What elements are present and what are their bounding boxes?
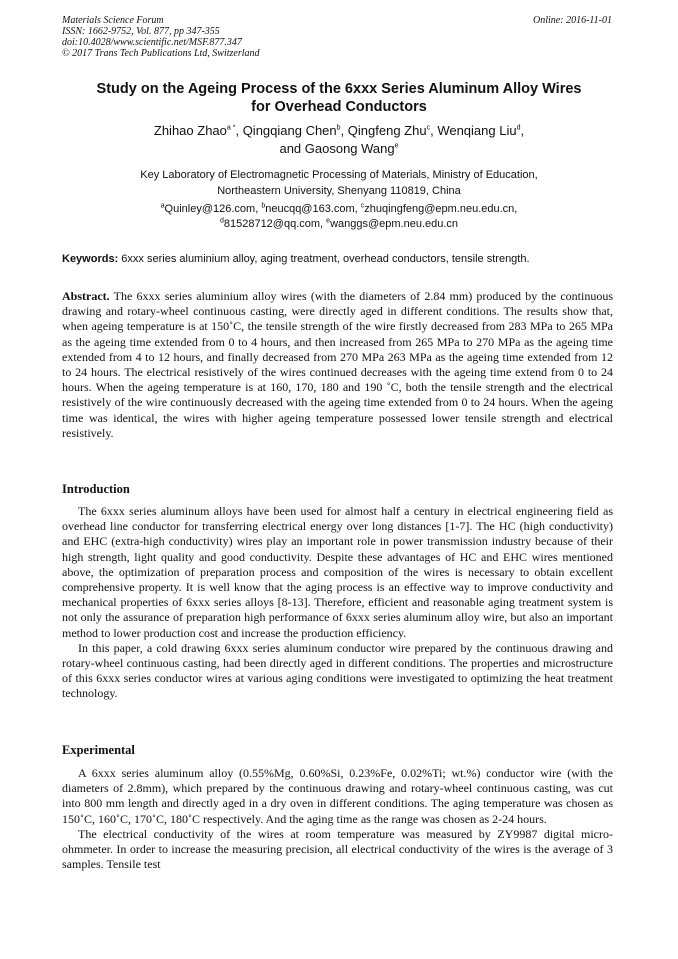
abstract-paragraph	[62, 289, 613, 441]
journal-copyright: © 2017 Trans Tech Publications Ltd, Switzerland	[62, 48, 260, 59]
abstract-label: Abstract.	[62, 289, 110, 303]
email-superscript: b	[261, 202, 266, 210]
email-superscript: d	[219, 217, 224, 225]
author-name: Zhihao Zhao	[153, 123, 227, 138]
email-superscript: a	[160, 202, 165, 210]
author-superscript: a *	[226, 124, 236, 132]
affiliation-line-1: Key Laboratory of Electromagnetic Processing of Materials, Ministry of Education,	[140, 169, 538, 181]
keywords-label: Keywords:	[62, 253, 119, 265]
journal-issn: ISSN: 1662-9752, Vol. 877, pp 347-355	[62, 26, 220, 37]
author-superscript: e	[394, 142, 399, 150]
introduction-paragraph-1: The 6xxx series aluminum alloys have been used for almost half a century in electrical engineering field as overhead line conductor for transferring electrical energy over long distances [1-7]. The HC (high conductivity) and EHC (extra-high conductivity) wires play an important role in power transmission industry because of their high strength, light quality and good conductivity. Despite these advantages of HC and EHC wires mentioned above, the optimization of preparation process and composition of the wires is necessary to obtain excellent comprehensive property. It is well know that the aging process is an effective way to improve conductivity and mechanical properties of 6xxx series alloys [8-13]. Therefore, efficient and reasonable aging treatment system is not only the assurance of preparation high performance of 6xxx series aluminum alloy wire, but also an important method to lower production cost and increase the production efficiency.	[62, 504, 613, 640]
paper-title	[62, 80, 616, 116]
abstract	[62, 289, 613, 441]
emails-line-1	[62, 202, 616, 217]
author-name: Wenqiang Liu	[437, 123, 517, 138]
author-superscript: d	[516, 124, 521, 132]
author-separator: ,	[430, 123, 438, 138]
author-name: Qingfeng Zhu	[347, 123, 427, 138]
email-link[interactable]: zhuqingfeng@epm.neu.edu.cn,	[364, 203, 518, 215]
author-name: Qingqiang Chen	[242, 123, 337, 138]
introduction-paragraph-2: In this paper, a cold drawing 6xxx series aluminum conductor wire prepared by the continuous drawing and rotary-wheel continuous casting, had been directly aged in different conditions. The properties and microstructure of this 6xxx series conductor wires at various aging conditions were investigated to optimizing the heat treatment technology.	[62, 640, 613, 701]
author-separator: ,	[520, 123, 525, 138]
email-superscript: c	[360, 202, 365, 210]
title-line-2: for Overhead Conductors	[251, 99, 427, 115]
author-separator: ,	[340, 123, 348, 138]
journal-name: Materials Science Forum	[62, 15, 164, 26]
authors-line-1	[62, 122, 616, 140]
experimental-body	[62, 766, 613, 872]
title-line-1: Study on the Ageing Process of the 6xxx Series Aluminum Alloy Wires	[96, 81, 582, 97]
experimental-heading: Experimental	[62, 743, 135, 757]
author-emails	[62, 202, 616, 232]
author-separator: ,	[235, 123, 243, 138]
emails-line-2	[62, 217, 616, 232]
email-link[interactable]: neucqq@163.com,	[265, 203, 361, 215]
email-link[interactable]: 81528712@qq.com,	[223, 218, 327, 230]
keywords	[62, 252, 616, 267]
experimental-paragraph-2: The electrical conductivity of the wires at room temperature was measured by ZY9987 digital micro-ohmmeter. In order to increase the measuring precision, all electrical conductivity of the wires is the average of 3 samples. Tensile test	[62, 826, 613, 872]
email-link[interactable]: Quinley@126.com,	[164, 203, 262, 215]
author-superscript: b	[336, 124, 341, 132]
journal-doi: doi:10.4028/www.scientific.net/MSF.877.347	[62, 37, 242, 48]
email-link[interactable]: wanggs@epm.neu.edu.cn	[330, 218, 459, 230]
affiliation-line-2: Northeastern University, Shenyang 110819, China	[217, 185, 461, 197]
author-name: and Gaosong Wang	[279, 141, 395, 156]
introduction-body	[62, 504, 613, 702]
keywords-text: 6xxx series aluminium alloy, aging treatment, overhead conductors, tensile strength.	[118, 253, 530, 265]
author-superscript: c	[426, 124, 431, 132]
introduction-heading: Introduction	[62, 482, 130, 496]
journal-header	[62, 15, 612, 59]
journal-info	[62, 15, 612, 59]
email-superscript: e	[326, 217, 331, 225]
authors-line-2	[62, 140, 616, 158]
abstract-text: The 6xxx series aluminium alloy wires (with the diameters of 2.84 mm) produced by the continuous drawing and rotary-wheel continuous casting, were directly aged in different conditions. The results show that, when ageing temperature is at 150˚C, the tensile strength of the wire firstly decreased from 283 MPa to 265 MPa as the ageing time extended from 0 to 4 hours, and then increased from 265 MPa to 270 MPa as the ageing time extended from 4 to 12 hours, and finally decreased from 270 MPa 263 MPa as the ageing time extended from 12 to 24 hours. The electrical resistively of the wires continued decreases with the ageing time extend from 0 to 24 hours. When the ageing temperature is at 160, 170, 180 and 190 ˚C, both the tensile strength and the electrical resistively of the wire continuously decreased with the ageing time extended from 0 to 24 hours. When the ageing time was identical, the wires with higher ageing temperature possessed lower tensile strength and electrical resistively.	[62, 289, 613, 440]
online-date: Online: 2016-11-01	[533, 15, 612, 26]
affiliation	[62, 167, 616, 199]
author-list	[62, 122, 616, 158]
experimental-paragraph-1: A 6xxx series aluminum alloy (0.55%Mg, 0.60%Si, 0.23%Fe, 0.02%Ti; wt.%) conductor wire (with the diameters of 2.8mm), which prepared by the continuous drawing and rotary-wheel continuous casting, was cut into 800 mm length and directly aged in a dry oven in different conditions. The aging temperature was chosen as 150˚C, 160˚C, 170˚C, 180˚C respectively. And the aging time as the range was chosen as 2-24 hours.	[62, 766, 613, 826]
